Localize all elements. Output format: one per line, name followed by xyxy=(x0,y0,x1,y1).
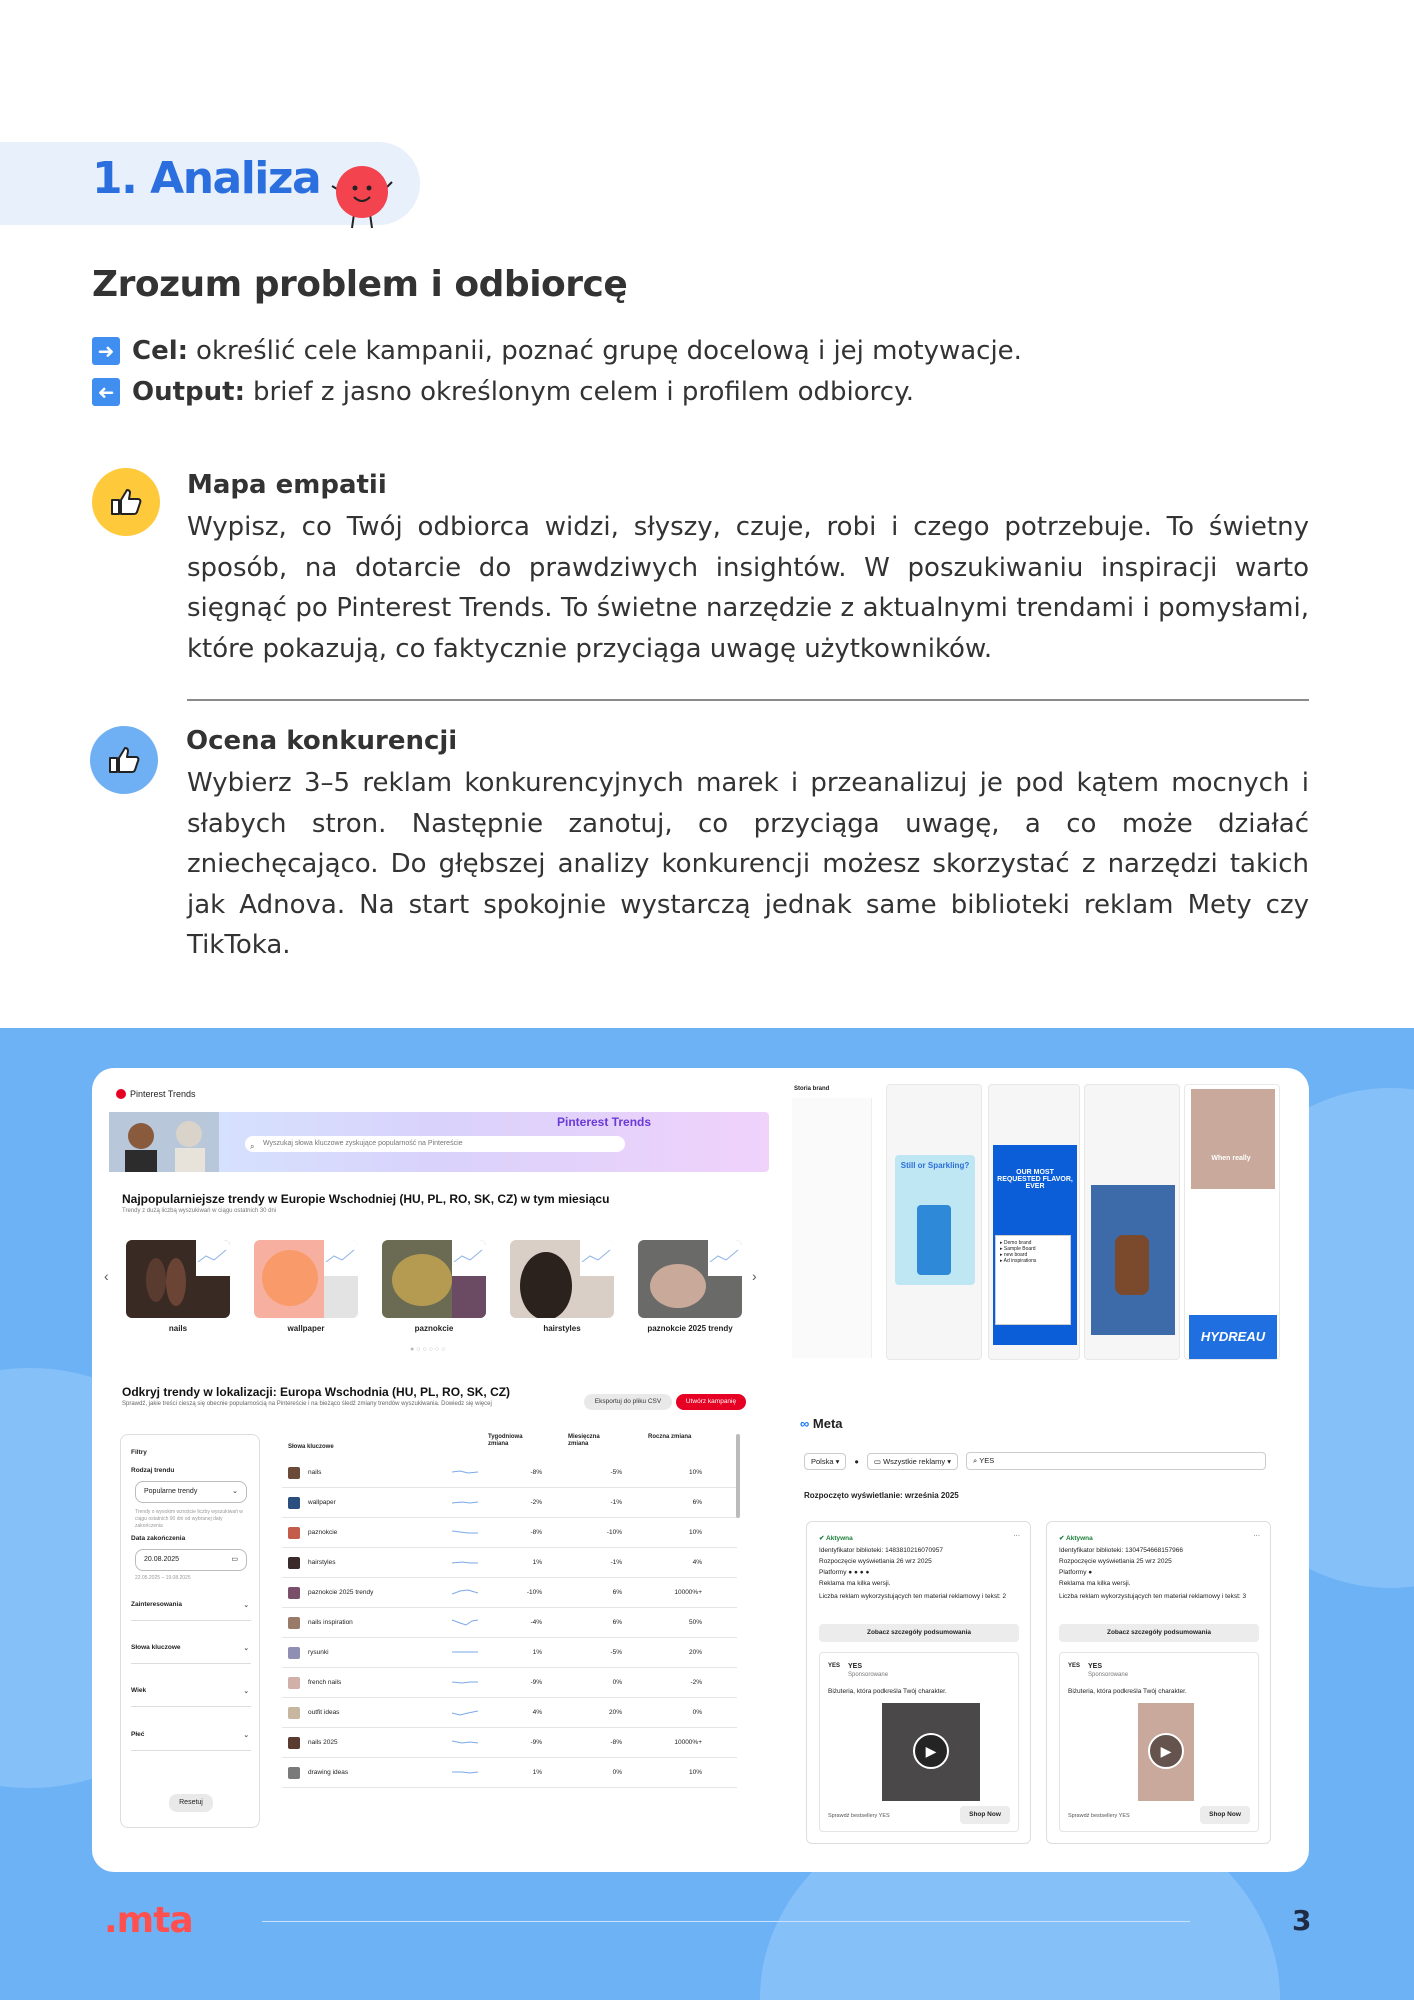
keyword-cell: wallpaper xyxy=(308,1499,336,1506)
filters-panel xyxy=(120,1434,260,1828)
ad-card xyxy=(1046,1521,1271,1844)
trend-type-note: Trendy o wysokim wzroście liczby wyszukiwań w ciągu ostatnich 90 dni od wybranej daty zakończenia xyxy=(135,1509,243,1529)
output-bullet xyxy=(92,377,914,407)
meta-search-input[interactable]: ⌕ YES xyxy=(966,1452,1266,1470)
banner-title: Pinterest Trends xyxy=(557,1115,652,1129)
trend-sparkline xyxy=(452,1527,478,1537)
weekly-change-cell: -10% xyxy=(526,1589,542,1596)
yearly-change-cell: 20% xyxy=(688,1649,702,1656)
start-date: Rozpoczęcie wyświetlania 25 wrz 2025 xyxy=(1059,1558,1172,1565)
ad-preview[interactable] xyxy=(1084,1084,1180,1360)
keyword-cell: nails xyxy=(308,1469,322,1476)
yearly-change-cell: 10% xyxy=(688,1529,702,1536)
library-id: Identyfikator biblioteki: 1304754668157966 xyxy=(1059,1547,1183,1554)
chevron-down-icon: ⌄ xyxy=(232,1488,238,1495)
trend-sparkline xyxy=(452,1647,478,1657)
table-row[interactable] xyxy=(282,1608,737,1638)
ad-card xyxy=(806,1521,1031,1844)
info-icon: ● xyxy=(854,1456,859,1466)
trend-search-input[interactable]: ⌕ Wyszukaj słowa kluczowe zyskujące popularność na Pintereście xyxy=(245,1136,625,1152)
monthly-change-cell: -1% xyxy=(610,1559,622,1566)
keyword-cell: nails 2025 xyxy=(308,1739,338,1746)
weekly-change-cell: -2% xyxy=(530,1499,542,1506)
keyword-thumbnail xyxy=(288,1557,300,1569)
trend-label: nails xyxy=(168,1324,188,1333)
ad-footer: Sprawdź bestsellery YES xyxy=(1068,1813,1130,1819)
yearly-change-cell: 4% xyxy=(692,1559,702,1566)
meta-start-label: Rozpoczęto wyświetlanie: września 2025 xyxy=(804,1491,959,1500)
table-header: Roczna zmiana xyxy=(648,1434,692,1440)
sponsored-label: Sponsorowane xyxy=(848,1672,889,1678)
status-badge: ✔ Aktywna xyxy=(819,1535,853,1542)
weekly-change-cell: -8% xyxy=(530,1529,542,1536)
trend-card[interactable] xyxy=(126,1240,230,1318)
adnova-brand: Storia brand xyxy=(794,1086,830,1092)
keyword-thumbnail xyxy=(288,1467,300,1479)
keyword-thumbnail xyxy=(288,1677,300,1689)
filter-row-age[interactable]: Wiek ⌄ xyxy=(131,1687,251,1707)
filter-row-keywords[interactable]: Słowa kluczowe ⌄ xyxy=(131,1644,251,1664)
footer-divider xyxy=(262,1921,1190,1922)
monthly-change-cell: 6% xyxy=(612,1589,622,1596)
table-row[interactable] xyxy=(282,1758,737,1788)
keyword-thumbnail xyxy=(288,1527,300,1539)
keyword-cell: outfit ideas xyxy=(308,1709,340,1716)
trend-label: paznokcie xyxy=(414,1324,454,1333)
shop-now-button[interactable]: Shop Now xyxy=(960,1806,1010,1824)
weekly-change-cell: -8% xyxy=(530,1469,542,1476)
yearly-change-cell: 10% xyxy=(688,1469,702,1476)
ads-type-select[interactable]: ▭ Wszystkie reklamy ▾ xyxy=(867,1453,958,1470)
yearly-change-cell: 10000%+ xyxy=(674,1739,702,1746)
date-range: 22.05.2025 – 19.08.2025 xyxy=(135,1575,191,1581)
weekly-change-cell: -9% xyxy=(530,1679,542,1686)
play-icon[interactable]: ▶ xyxy=(1148,1733,1184,1769)
discover-subheading: Sprawdź, jakie treści cieszą się obecnie popularnością na Pintereście i na bieżąco śledź zmiany trendów wyszukiwania. Dowiedz się więcej xyxy=(122,1401,492,1407)
table-row[interactable] xyxy=(282,1668,737,1698)
trend-type-label: Rodzaj trendu xyxy=(131,1467,175,1474)
competition-text: Wybierz 3–5 reklam konkurencyjnych marek i przeanalizuj je pod kątem mocnych i słabych stron. Następnie zanotuj, co przyciąga uwagę, a co może działać zniechęcająco. Do głębszej analizy konkurencji możesz skorzystać z narzędzi takich jak Adnova. Na start spokojnie wystarczą jednak same biblioteki reklam Mety czy TikToka. xyxy=(187,768,1309,960)
ad-preview[interactable]: When really HYDREAU xyxy=(1184,1084,1280,1360)
yearly-change-cell: 0% xyxy=(692,1709,702,1716)
end-date-label: Data zakończenia xyxy=(131,1535,186,1542)
ad-preview xyxy=(1059,1652,1259,1832)
yearly-change-cell: 10000%+ xyxy=(674,1589,702,1596)
ad-count-text: Liczba reklam wykorzystujących ten materiał reklamowy i tekst: 2 xyxy=(819,1593,1007,1600)
brand-logo: YES xyxy=(828,1663,841,1669)
meta-filter-bar xyxy=(804,1452,1266,1470)
weekly-change-cell: 1% xyxy=(532,1649,542,1656)
country-select[interactable]: Polska ▾ xyxy=(804,1453,846,1470)
filter-row-interests[interactable]: Zainteresowania ⌄ xyxy=(131,1601,251,1621)
table-row[interactable] xyxy=(282,1548,737,1578)
keyword-thumbnail xyxy=(288,1497,300,1509)
ad-caption: Biżuteria, która podkreśla Twój charakter. xyxy=(828,1688,947,1695)
table-row[interactable] xyxy=(282,1578,737,1608)
weekly-change-cell: -9% xyxy=(530,1739,542,1746)
table-row[interactable] xyxy=(282,1698,737,1728)
calendar-icon: ▭ xyxy=(231,1556,238,1563)
more-icon[interactable]: ··· xyxy=(1013,1532,1020,1539)
weekly-change-cell: -4% xyxy=(530,1619,542,1626)
trend-sparkline xyxy=(452,1767,478,1777)
ad-count-text: Liczba reklam wykorzystujących ten materiał reklamowy i tekst: 3 xyxy=(1059,1593,1247,1600)
keyword-thumbnail xyxy=(288,1707,300,1719)
keyword-cell: nails inspiration xyxy=(308,1619,353,1626)
trend-sparkline xyxy=(452,1497,478,1507)
trends-heading: Najpopularniejsze trendy w Europie Wschodniej (HU, PL, RO, SK, CZ) w tym miesiącu xyxy=(122,1192,610,1206)
summary-button[interactable]: Zobacz szczegóły podsumowania xyxy=(819,1624,1019,1642)
keyword-cell: hairstyles xyxy=(308,1559,336,1566)
weekly-change-cell: 1% xyxy=(532,1559,542,1566)
banner-people-image xyxy=(109,1112,219,1172)
monthly-change-cell: -10% xyxy=(606,1529,622,1536)
filter-row-gender[interactable]: Płeć ⌄ xyxy=(131,1731,251,1751)
adnova-sidebar xyxy=(792,1098,872,1358)
start-date: Rozpoczęcie wyświetlania 26 wrz 2025 xyxy=(819,1558,932,1565)
export-csv-button[interactable]: Eksportuj do pliku CSV xyxy=(584,1394,672,1410)
page-subtitle: Zrozum problem i odbiorcę xyxy=(92,264,628,305)
summary-button[interactable]: Zobacz szczegóły podsumowania xyxy=(1059,1624,1259,1642)
table-row[interactable] xyxy=(282,1638,737,1668)
trends-subheading: Trendy z dużą liczbą wyszukiwań w ciągu ostatnich 30 dni xyxy=(122,1208,277,1214)
trend-card[interactable] xyxy=(638,1240,742,1318)
reset-button[interactable]: Resetuj xyxy=(169,1794,213,1812)
yearly-change-cell: 6% xyxy=(692,1499,702,1506)
yearly-change-cell: 10% xyxy=(688,1769,702,1776)
library-id: Identyfikator biblioteki: 1483810216070957 xyxy=(819,1547,943,1554)
trend-card[interactable] xyxy=(254,1240,358,1318)
create-campaign-button[interactable]: Utwórz kampanię xyxy=(676,1394,746,1410)
weekly-change-cell: 4% xyxy=(532,1709,542,1716)
trend-sparkline xyxy=(452,1587,478,1597)
monthly-change-cell: -5% xyxy=(610,1469,622,1476)
empathy-map-title: Mapa empatii xyxy=(187,470,387,500)
section-title: 1. Analiza xyxy=(92,153,321,204)
weekly-change-cell: 1% xyxy=(532,1769,542,1776)
play-icon[interactable]: ▶ xyxy=(913,1733,949,1769)
more-icon[interactable]: ··· xyxy=(1253,1532,1260,1539)
platforms: Platformy ● xyxy=(1059,1569,1093,1576)
table-row[interactable] xyxy=(282,1728,737,1758)
yearly-change-cell: 50% xyxy=(688,1619,702,1626)
carousel-dots[interactable]: ●○○○○○ xyxy=(410,1346,448,1353)
chevron-right-icon[interactable]: › xyxy=(752,1268,757,1284)
thumbs-up-icon xyxy=(92,468,160,536)
mascot-icon xyxy=(322,152,402,232)
keyword-cell: paznokcie xyxy=(308,1529,338,1536)
search-icon: ⌕ xyxy=(250,1142,255,1151)
ad-preview xyxy=(819,1652,1019,1832)
ad-caption: Biżuteria, która podkreśla Twój charakter. xyxy=(1068,1688,1187,1695)
competition-title: Ocena konkurencji xyxy=(186,726,458,756)
yearly-change-cell: -2% xyxy=(690,1679,702,1686)
monthly-change-cell: -1% xyxy=(610,1499,622,1506)
keyword-cell: drawing ideas xyxy=(308,1769,349,1776)
keyword-thumbnail xyxy=(288,1767,300,1779)
trend-sparkline xyxy=(452,1677,478,1687)
monthly-change-cell: -5% xyxy=(610,1649,622,1656)
trend-label: wallpaper xyxy=(287,1324,325,1333)
trend-type-select[interactable]: Popularne trendy ⌄ xyxy=(135,1481,247,1503)
table-header: Tygodniowa zmiana xyxy=(488,1434,523,1447)
trend-card[interactable] xyxy=(382,1240,486,1318)
versions-text: Reklama ma kilka wersji. xyxy=(1059,1580,1131,1587)
monthly-change-cell: 20% xyxy=(608,1709,622,1716)
keyword-cell: rysunki xyxy=(308,1649,329,1656)
goal-bullet xyxy=(92,336,1022,366)
sponsored-label: Sponsorowane xyxy=(1088,1672,1129,1678)
keyword-thumbnail xyxy=(288,1617,300,1629)
trend-sparkline xyxy=(452,1557,478,1567)
arrow-right-icon: ➜ xyxy=(92,337,120,365)
versions-text: Reklama ma kilka wersji. xyxy=(819,1580,891,1587)
meta-logo: ∞ Meta xyxy=(800,1416,843,1431)
trend-card[interactable] xyxy=(510,1240,614,1318)
trend-sparkline xyxy=(452,1617,478,1627)
shop-now-button[interactable]: Shop Now xyxy=(1200,1806,1250,1824)
platforms: Platformy ● ● ● ● xyxy=(819,1569,870,1576)
ad-preview[interactable]: Still or Sparkling? xyxy=(886,1084,982,1360)
keyword-thumbnail xyxy=(288,1587,300,1599)
screenshot-card xyxy=(92,1068,1309,1872)
table-header: Miesięczna zmiana xyxy=(568,1434,600,1447)
table-row[interactable] xyxy=(282,1488,737,1518)
monthly-change-cell: 6% xyxy=(612,1619,622,1626)
keyword-thumbnail xyxy=(288,1737,300,1749)
goal-label: Cel: xyxy=(132,336,189,366)
keyword-cell: french nails xyxy=(308,1679,342,1686)
discover-heading: Odkryj trendy w lokalizacji: Europa Wschodnia (HU, PL, RO, SK, CZ) xyxy=(122,1385,511,1399)
monthly-change-cell: -8% xyxy=(610,1739,622,1746)
trend-label: paznokcie 2025 trendy xyxy=(647,1324,733,1333)
output-text: brief z jasno określonym celem i profilem odbiorcy. xyxy=(253,377,915,407)
filters-title: Filtry xyxy=(131,1449,147,1456)
pinterest-logo: Pinterest Trends xyxy=(116,1089,196,1099)
monthly-change-cell: 0% xyxy=(612,1769,622,1776)
monthly-change-cell: 0% xyxy=(612,1679,622,1686)
chevron-left-icon[interactable]: ‹ xyxy=(104,1268,109,1284)
keyword-cell: paznokcie 2025 trendy xyxy=(308,1589,374,1596)
arrow-left-icon: ➜ xyxy=(92,378,120,406)
divider xyxy=(187,699,1309,701)
table-header: Słowa kluczowe xyxy=(288,1444,334,1450)
table-row[interactable] xyxy=(282,1518,737,1548)
end-date-input[interactable]: 20.08.2025 ▭ xyxy=(135,1549,247,1571)
ad-preview[interactable]: OUR MOST REQUESTED FLAVOR, EVER ▸ Demo brand ▸ Sample Board ▸ new board ▸ Ad inspirations xyxy=(988,1084,1080,1360)
empathy-map-text: Wypisz, co Twój odbiorca widzi, słyszy, czuje, robi i czego potrzebuje. To świetny sposób, na dotarcie do prawdziwych insightów. W poszukiwaniu inspiracji warto sięgnąć po Pinterest Trends. To świetne narzędzie z aktualnymi trendami i pomysłami, które pokazują, co faktycznie przyciąga uwagę użytkowników. xyxy=(187,512,1309,664)
trend-sparkline xyxy=(452,1737,478,1747)
thumbs-up-icon xyxy=(90,726,158,794)
brand-logo: YES xyxy=(1068,1663,1081,1669)
mta-logo: .mta xyxy=(104,1900,193,1941)
trend-sparkline xyxy=(452,1707,478,1717)
goal-text: określić cele kampanii, poznać grupę docelową i jej motywacje. xyxy=(196,336,1022,366)
brand-name: YES xyxy=(848,1663,863,1670)
keyword-thumbnail xyxy=(288,1647,300,1659)
status-badge: ✔ Aktywna xyxy=(1059,1535,1093,1542)
page-number: 3 xyxy=(1292,1904,1312,1937)
ad-footer: Sprawdź bestsellery YES xyxy=(828,1813,890,1819)
scrollbar[interactable] xyxy=(736,1434,740,1518)
brand-name: YES xyxy=(1088,1663,1103,1670)
trend-sparkline xyxy=(452,1467,478,1477)
trend-label: hairstyles xyxy=(543,1324,581,1333)
table-row[interactable] xyxy=(282,1458,737,1488)
output-label: Output: xyxy=(132,377,245,407)
